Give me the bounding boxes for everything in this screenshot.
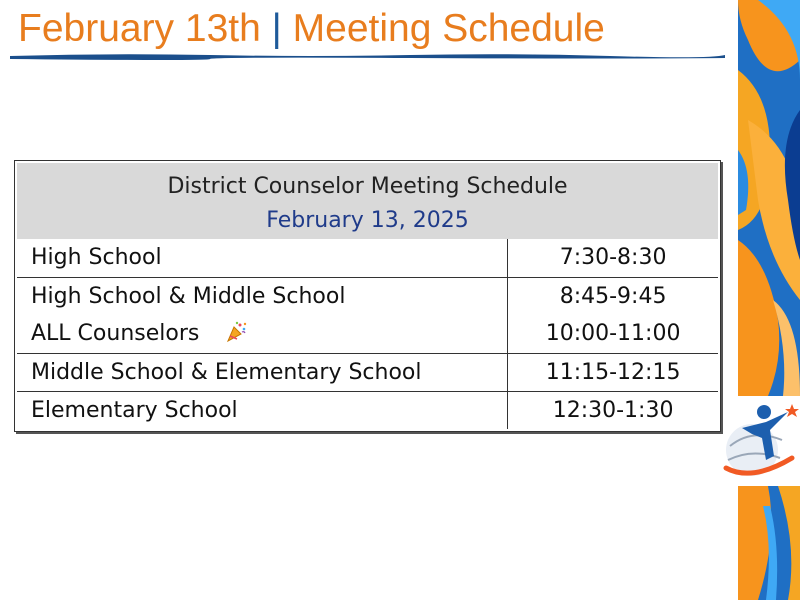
decorative-side-panel-bottom (738, 486, 800, 600)
group-label: ALL Counselors (31, 321, 200, 347)
title-underline (10, 50, 725, 62)
schedule-date: February 13, 2025 (266, 208, 469, 233)
group-cell-with-icon (17, 315, 508, 353)
time-cell: 7:30-8:30 (508, 239, 718, 277)
group-cell: High School (31, 245, 162, 271)
time-cell: 11:15-12:15 (508, 353, 718, 391)
table-row (17, 239, 718, 277)
decorative-side-panel (738, 0, 800, 396)
group-cell: Middle School & Elementary School (17, 353, 508, 391)
meeting-schedule-table (14, 160, 721, 432)
logo-icon (722, 398, 800, 482)
time-cell: 8:45-9:45 (508, 277, 718, 315)
schedule-header (17, 163, 718, 239)
title-text: Meeting Schedule (292, 7, 605, 50)
time-cell: 10:00-11:00 (508, 315, 718, 353)
table-row (17, 391, 718, 429)
group-cell: Elementary School (17, 391, 508, 429)
table-row (17, 353, 718, 391)
party-popper-icon (225, 321, 247, 343)
slide-title (18, 6, 605, 52)
table-row (17, 315, 718, 353)
group-cell: High School & Middle School (17, 277, 508, 315)
schedule-heading: District Counselor Meeting Schedule (167, 174, 568, 199)
title-separator: | (271, 7, 282, 50)
time-cell: 12:30-1:30 (508, 391, 718, 429)
table-row (17, 277, 718, 315)
title-date: February 13th (18, 7, 261, 50)
